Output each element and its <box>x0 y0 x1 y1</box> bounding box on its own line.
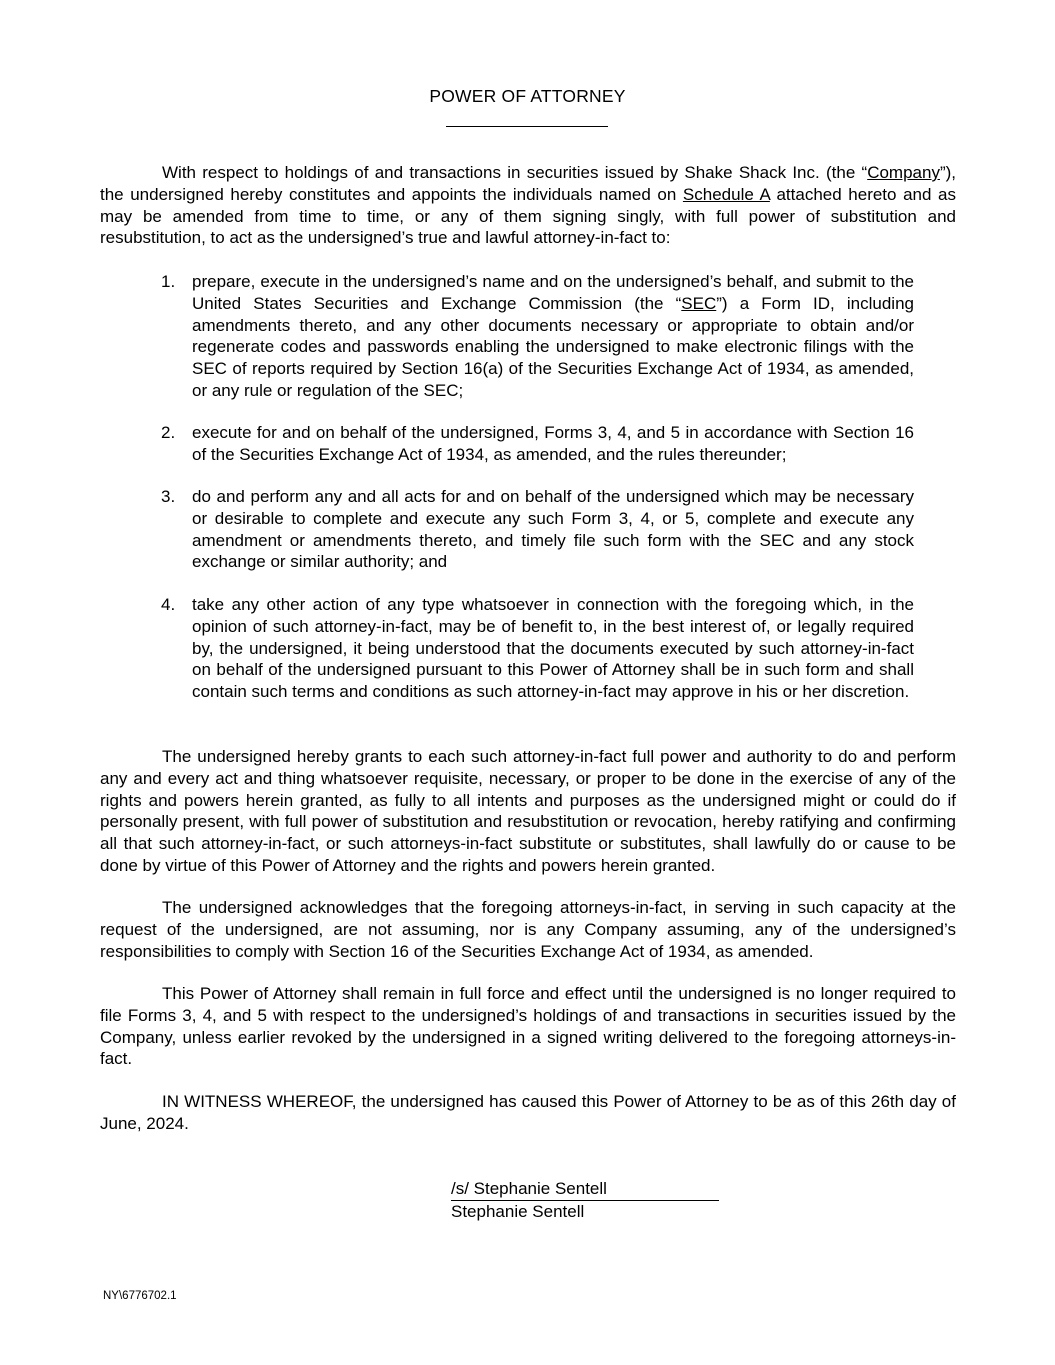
list-number: 2. <box>161 423 176 442</box>
list-text: execute for and on behalf of the undersigned, Forms 3, 4, and 5 in accordance with Section 16 of the Securities Exchange Act of 1934, as amended, and the rules thereunder; <box>192 423 914 464</box>
list-text-part: ”) a Form ID, including amendments thereto, and any other documents necessary or appropriate to obtain and/or regenerate codes and passwords enabling the undersigned to make electronic filings with the SEC of reports required by Section 16(a) of the Securities Exchange Act of 1934, as amended, or any rule or regulation of the SEC; <box>192 293 914 400</box>
list-text-part: prepare, execute in the undersigned’s name and on the undersigned’s behalf, and submit to the United States Securities and Exchange Commission (the “ <box>192 272 914 313</box>
list-number: 3. <box>161 487 176 506</box>
acknowledge-paragraph <box>100 897 956 962</box>
duration-paragraph <box>100 983 956 1070</box>
grant-text: The undersigned hereby grants to each such attorney-in-fact full power and authority to do and perform any and every act and thing whatsoever requisite, necessary, or proper to be done in the exercise of any of the rights and powers herein granted, as fully to all intents and purposes as the undersigned might or could do if personally present, with full power of substitution and resubstitution or revocation, hereby ratifying and confirming all that such attorney-in-fact, or such attorneys-in-fact substitute or substitutes, shall lawfully do or cause to be done by virtue of this Power of Attorney and the rights and powers herein granted. <box>100 747 956 875</box>
sec-defined-term: SEC <box>681 293 717 313</box>
list-number: 1. <box>161 272 176 291</box>
document-title: POWER OF ATTORNEY <box>429 86 626 106</box>
intro-text-1: With respect to holdings of and transactions in securities issued by Shake Shack Inc. (the “ <box>162 163 868 182</box>
intro-paragraph <box>100 162 956 249</box>
schedule-a-reference: Schedule A <box>682 184 770 204</box>
duration-text: This Power of Attorney shall remain in full force and effect until the undersigned is no longer required to file Forms 3, 4, and 5 with respect to the undersigned’s holdings of and transactions in securities issued by the Company, unless earlier revoked by the undersigned in a signed writing delivered to the foregoing attorneys-in-fact. <box>100 984 956 1069</box>
grant-paragraph <box>100 746 956 877</box>
acknowledge-text: The undersigned acknowledges that the foregoing attorneys-in-fact, in serving in such capacity at the request of the undersigned, are not assuming, nor is any Company assuming, any of the undersigned’s responsibilities to comply with Section 16 of the Securities Exchange Act of 1934, as amended. <box>100 898 956 961</box>
list-text: do and perform any and all acts for and on behalf of the undersigned which may be necessary or desirable to complete and execute any such Form 3, 4, or 5, complete and execute any amendment or amendments thereto, and timely file such form with the SEC and any stock exchange or similar authority; and <box>192 487 914 572</box>
list-text: take any other action of any type whatsoever in connection with the foregoing which, in the opinion of such attorney-in-fact, may be of benefit to, in the best interest of, or legally required by, the undersigned, it being understood that the documents executed by such attorney-in-fact on behalf of the undersigned pursuant to this Power of Attorney shall be in such form and shall contain such terms and conditions as such attorney-in-fact may approve in his or her discretion. <box>192 595 914 702</box>
title-underline <box>446 126 608 127</box>
witness-text: IN WITNESS WHEREOF, the undersigned has caused this Power of Attorney to be as of this 26th day of June, 2024. <box>100 1092 956 1133</box>
witness-paragraph <box>100 1091 956 1135</box>
signature-block <box>451 1178 721 1223</box>
signature-line: /s/ Stephanie Sentell <box>451 1178 719 1201</box>
company-defined-term: Company <box>867 163 940 182</box>
signatory-name: Stephanie Sentell <box>451 1201 585 1221</box>
list-text <box>192 271 914 402</box>
list-number: 4. <box>161 595 176 614</box>
document-footer-id: NY\6776702.1 <box>103 1290 177 1302</box>
intro-text-2: ”), the undersigned hereby constitutes and appoints the individuals named on <box>100 163 956 204</box>
intro-text-3: attached hereto and as may be amended from time to time, or any of them signing singly, with full power of substitution and resubstitution, to act as the undersigned’s true and lawful attorney-in-fact to: <box>100 184 956 248</box>
